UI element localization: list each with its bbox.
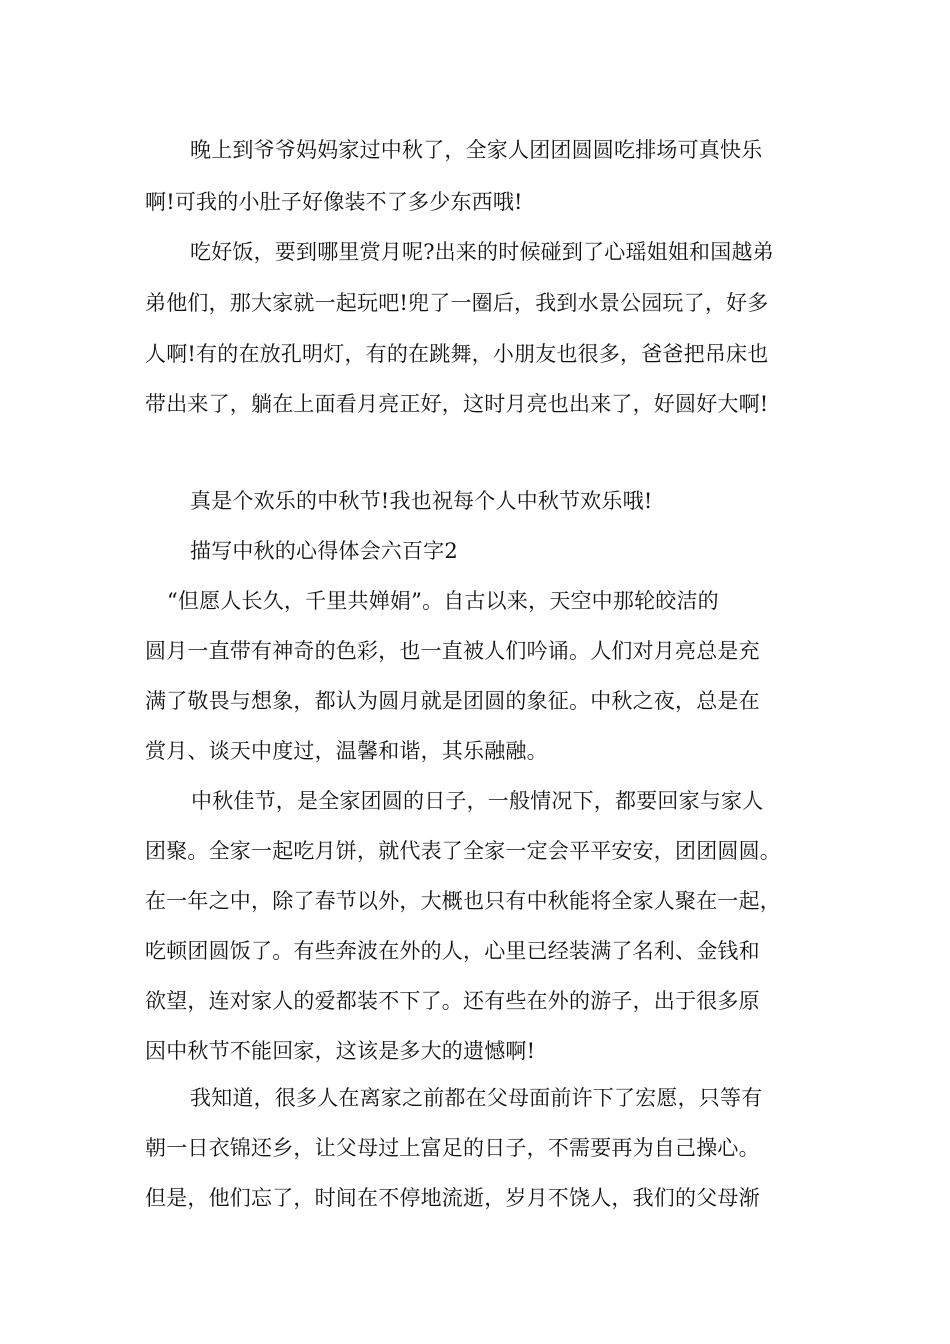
paragraph-line: 带出来了，躺在上面看月亮正好，这时月亮也出来了，好圆好大啊!	[145, 392, 769, 416]
paragraph-line: 真是个欢乐的中秋节!我也祝每个人中秋节欢乐哦!	[190, 489, 653, 513]
paragraph-line: 中秋佳节，是全家团圆的日子，一般情况下，都要回家与家人	[191, 789, 764, 813]
paragraph-line: 我知道，很多人在离家之前都在父母面前许下了宏愿，只等有	[190, 1086, 763, 1110]
paragraph-line: 人啊!有的在放孔明灯，有的在跳舞，小朋友也很多，爸爸把吊床也	[145, 342, 769, 366]
paragraph-line: 啊!可我的小肚子好像装不了多少东西哦!	[145, 190, 523, 214]
paragraph-line: 但是，他们忘了，时间在不停地流逝，岁月不饶人，我们的父母渐	[145, 1186, 760, 1210]
paragraph-line: 因中秋节不能回家，这该是多大的遗憾啊!	[145, 1039, 536, 1063]
paragraph-line: 在一年之中，除了春节以外，大概也只有中秋能将全家人聚在一起，	[145, 889, 781, 913]
paragraph-line: 欲望，连对家人的爱都装不下了。还有些在外的游子，出于很多原	[145, 989, 760, 1013]
paragraph-line: “但愿人长久，千里共婵娟”。自古以来，天空中那轮皎洁的	[167, 589, 719, 613]
paragraph-line: 吃顿团圆饭了。有些奔波在外的人，心里已经装满了名利、金钱和	[145, 939, 760, 963]
paragraph-line: 弟他们，那大家就一起玩吧!兜了一圈后，我到水景公园玩了，好多	[145, 291, 769, 315]
paragraph-line: 赏月、谈天中度过，温馨和谐，其乐融融。	[145, 739, 548, 763]
paragraph-line: 吃好饭，要到哪里赏月呢?出来的时候碰到了心瑶姐姐和国越弟	[190, 240, 774, 264]
paragraph-line: 圆月一直带有神奇的色彩，也一直被人们吟诵。人们对月亮总是充	[145, 639, 760, 663]
paragraph-line: 朝一日衣锦还乡，让父母过上富足的日子，不需要再为自己操心。	[145, 1136, 760, 1160]
paragraph-line: 团聚。全家一起吃月饼，就代表了全家一定会平平安安，团团圆圆。	[145, 839, 781, 863]
paragraph-line: 晚上到爷爷妈妈家过中秋了，全家人团团圆圆吃排场可真快乐	[190, 138, 763, 162]
section-heading: 描写中秋的心得体会六百字2	[190, 539, 458, 563]
paragraph-line: 满了敬畏与想象，都认为圆月就是团圆的象征。中秋之夜，总是在	[145, 689, 760, 713]
